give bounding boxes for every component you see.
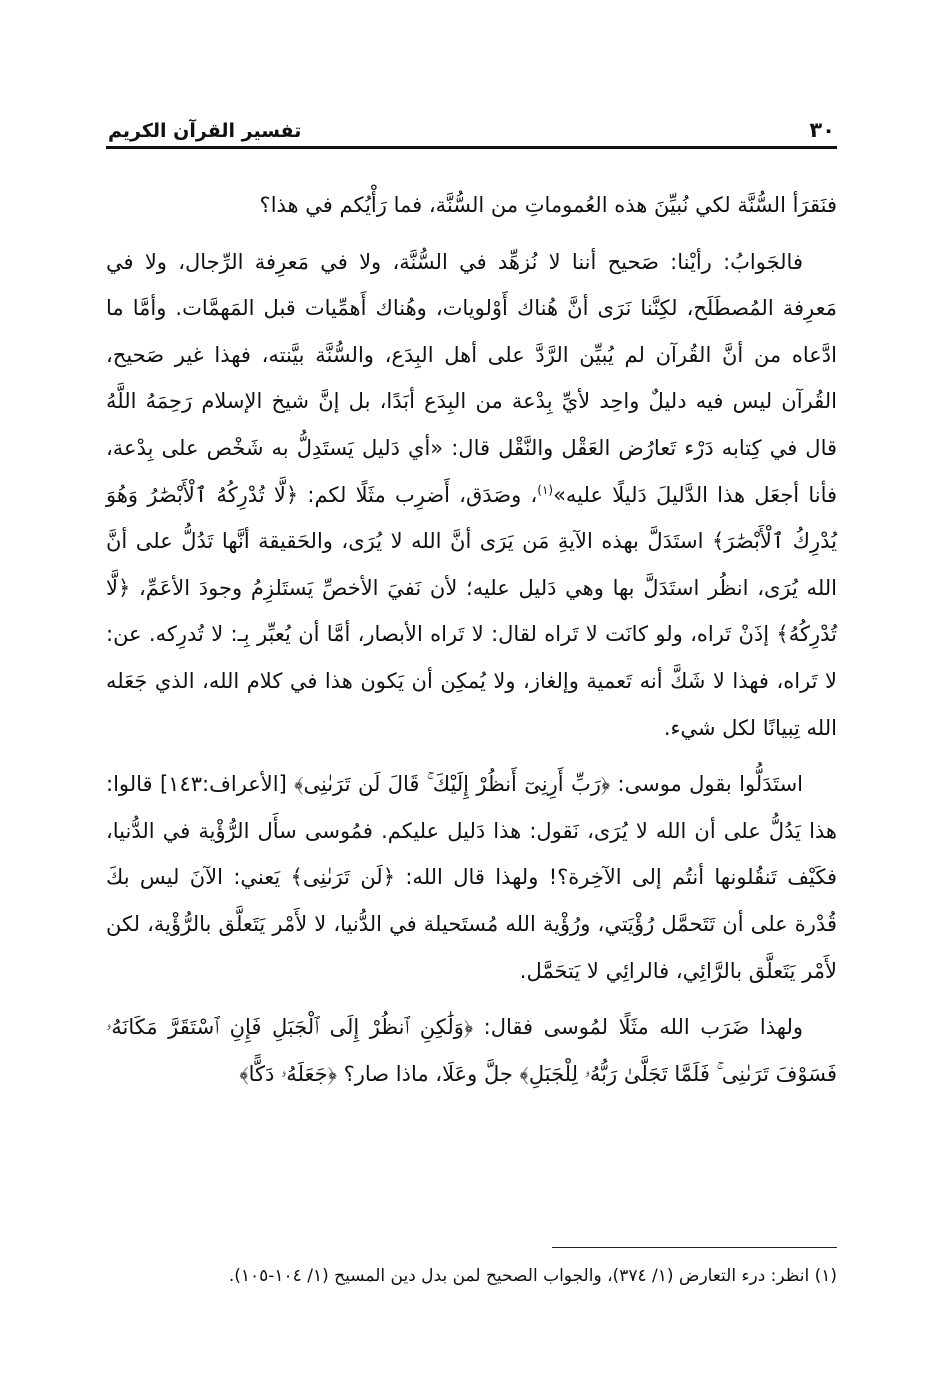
footnote: (١) انظر: درء التعارض (١/ ٣٧٤)، والجواب الصحيح لمن بدل دين المسيح (١/ ١٠٤-١٠٥). [228, 1266, 837, 1286]
header-rule [106, 146, 837, 149]
footnote-rule [552, 1247, 837, 1248]
page-number: ٣٠ [809, 118, 835, 142]
paragraph-3: استَدَلُّوا بقول موسى: ﴿رَبِّ أَرِنِىٓ أَنظُرْ إِلَيْكَ ۚ قَالَ لَن تَرَىٰنِى﴾ [الأعراف:١٤٣] قالوا: هذا يَدُلُّ على أن الله لا يُرَى، نَقول: هذا دَليل عليكم. فمُوسى سأَل الرُّؤْية في الدُّنيا، فكَيْف تَنقُلونها أنتُم إلى الآخِرة؟! ولهذا قال الله: ﴿لَن تَرَىٰنِى﴾ يَعني: الآنَ ليس بكَ قُدْرة على أن تَتَحمَّل رُؤْيَتي، ورُؤْية الله مُستَحيلة في الدُّنيا، لا لأَمْر يَتَعلَّق بالرُّؤْية، لكن لأَمْر يَتَعلَّق بالرَّائِي، فالرائِي لا يَتحَمَّل. [106, 772, 837, 983]
footnote-marker: (١) [537, 482, 554, 497]
main-text [106, 182, 837, 1107]
paragraph-1: فنَقرَأ السُّنَّة لكي نُبيِّنَ هذه العُموماتِ من السُّنَّة، فما رَأْيُكم في هذا؟ [259, 193, 837, 217]
paragraph-4: ولهذا ضَرَب الله مثَلًا لمُوسى فقال: ﴿وَلَٰكِنِ ٱنظُرْ إِلَى ٱلْجَبَلِ فَإِنِ ٱسْتَقَرَّ مَكَانَهُۥ فَسَوْفَ تَرَىٰنِى ۚ فَلَمَّا تَجَلَّىٰ رَبُّهُۥ لِلْجَبَلِ﴾ جلَّ وعَلَا، ماذا صار؟ ﴿جَعَلَهُۥ دَكًّا﴾ [106, 1015, 837, 1086]
paragraph-2-text: فالجَوابُ: رأيْنا: صَحيح أننا لا نُزهِّد في السُّنَّة، ولا في مَعرِفة الرِّجال، ولا في مَعرِفة المُصطَلَح، لكِنَّنا نَرَى أنَّ هُناك أَوْلويات، وهُناك أَهمِّيات قبل المَهمَّات. وأمَّا ما ادَّعاه من أنَّ القُرآن لم يُبيِّن الرَّدَّ على أهل البِدَع، والسُّنَّة بيَّنته، فهذا غير صَحيح، القُرآن ليس فيه دليلٌ واحِد لأيِّ بِدْعة من البِدَع أبَدًا، بل إنَّ شيخ الإسلام رَحِمَهُ اللَّهُ قال في كِتابه دَرْء تَعارُض العَقْل والنَّقْل قال: «أي دَليل يَستَدِلُّ به شَخْص على بِدْعة، فأنا أجعَل هذا الدَّليلَ دَليلًا عليه» [106, 249, 838, 507]
paragraph-2: فالجَوابُ: رأيْنا: صَحيح أننا لا نُزهِّد في السُّنَّة، ولا في مَعرِفة الرِّجال، ولا في مَعرِفة المُصطَلَح، لكِنَّنا نَرَى أنَّ هُناك أَوْلويات، وهُناك أَهمِّيات قبل المَهمَّات. وأمَّا ما ادَّعاه من أنَّ القُرآن لم يُبيِّن الرَّدَّ على أهل البِدَع، والسُّنَّة بيَّنته، فهذا غير صَحيح، القُرآن ليس فيه دليلٌ واحِد لأيِّ بِدْعة من البِدَع أبَدًا، بل إنَّ شيخ الإسلام رَحِمَهُ اللَّهُ قال في كِتابه دَرْء تَعارُض العَقْل والنَّقْل قال: «أي دَليل يَستَدِلُّ به شَخْص على بِدْعة، فأنا أجعَل هذا الدَّليلَ دَليلًا عليه»$^{(١)}$، وصَدَق، أَضرِب مثَلًا لكم: ﴿لَّا تُدْرِكُهُ ٱلْأَبْصَٰرُ وَهُوَ يُدْرِكُ ٱلْأَبْصَٰرَ﴾ استَدَلَّ بهذه الآيةِ مَن يَرَى أنَّ الله لا يُرَى، والحَقيقة أنَّها تَدُلُّ على أنَّ الله يُرَى، انظُر استَدَلَّ بها وهي دَليل عليه؛ لأن نَفيَ الأخصِّ يَستَلزِمُ وجودَ الأعَمِّ، ﴿لَّا تُدْرِكُهُ﴾ إذَنْ تَراه، ولو كانَت لا تَراه لقال: لا تَراه الأبصار، أمَّا أن يُعبِّر بِـ: لا تُدرِكه. عن: لا تَراه، فهذا لا شَكَّ أنه تَعمية وإلغاز، ولا يُمكِن أن يَكون هذا في كلام الله، الذي جَعَله الله تِبيانًا لكل شيء. [106, 249, 838, 740]
book-page [106, 0, 837, 1382]
page-header [106, 108, 837, 142]
running-title: تفسير القرآن الكريم [108, 120, 302, 142]
paragraph-2-continued: وصَدَق، أَضرِب مثَلًا لكم: ﴿لَّا تُدْرِكُهُ ٱلْأَبْصَٰرُ وَهُوَ يُدْرِكُ ٱلْأَبْصَٰرَ﴾ استَدَلَّ بهذه الآيةِ مَن يَرَى أنَّ الله لا يُرَى، والحَقيقة أنَّها تَدُلُّ على أنَّ الله يُرَى، انظُر استَدَلَّ بها وهي دَليل عليه؛ لأن نَفيَ الأخصِّ يَستَلزِمُ وجودَ الأعَمِّ، ﴿لَّا تُدْرِكُهُ﴾ إذَنْ تَراه، ولو كانَت لا تَراه لقال: لا تَراه الأبصار، أمَّا أن يُعبِّر بِـ: لا تُدرِكه. عن: لا تَراه، فهذا لا شَكَّ أنه تَعمية وإلغاز، ولا يُمكِن أن يَكون هذا في كلام الله، الذي جَعَله الله تِبيانًا لكل شيء. [106, 482, 837, 740]
